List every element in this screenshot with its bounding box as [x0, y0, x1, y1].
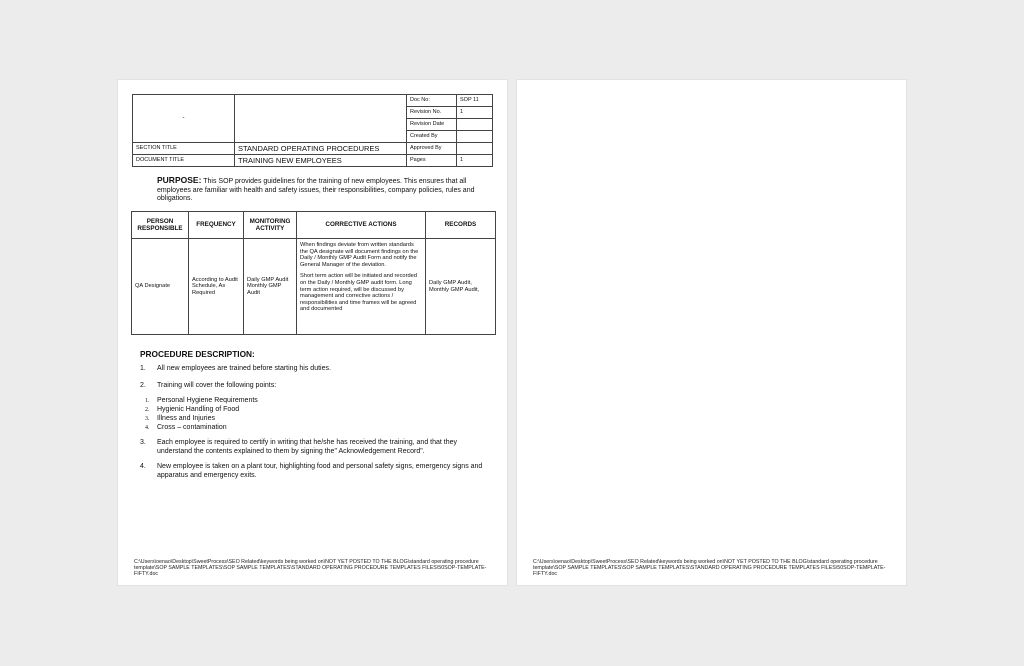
revision-no-label: Revision No. [407, 107, 457, 119]
step-text: Training will cover the following points: [157, 382, 277, 389]
step-number: 4. [140, 463, 146, 470]
point-text: Illness and Injuries [157, 415, 215, 422]
header-table [132, 94, 493, 167]
col-header-corrective-actions: CORRECTIVE ACTIONS [297, 212, 426, 239]
col-header-person-responsible: PERSON RESPONSIBLE [132, 212, 189, 239]
step-number: 3. [140, 439, 146, 446]
purpose-label: PURPOSE: [157, 175, 202, 185]
corrective-text-2: Short term action will be initiated and recorded on the Daily / Monthly GMP audit form. Long term action required, will be discussed by management and corrective actions / responsibilities and time frames will be agreed and documented [300, 273, 417, 313]
col-header-frequency: FREQUENCY [189, 212, 244, 239]
cell-person: QA Designate [132, 239, 189, 335]
monitoring-table [131, 211, 496, 335]
doc-no-value: SOP 11 [457, 95, 493, 107]
file-path-footer: C:\Users\oenao\Desktop\SweetProcess\SEO Related\keywords being worked on\NOT YET POSTED TO THE BLOG\standard operating procedure template\SOP SAMPLE TEMPLATES\SOP SAMPLE TEMPLATES\STANDARD OPERATING PROCEDURE TEMPLATES FILES\50SOP-TEMPLATE-FIFTY.doc [533, 559, 886, 578]
cell-frequency: According to Audit Schedule, As Required [189, 239, 244, 335]
doc-no-label: Doc No: [407, 95, 457, 107]
procedure-title: PROCEDURE DESCRIPTION: [140, 349, 255, 359]
col-header-records: RECORDS [426, 212, 496, 239]
point-number: 1. [145, 398, 150, 404]
step-number: 1. [140, 365, 146, 372]
col-header-monitoring-activity: MONITORING ACTIVITY [244, 212, 297, 239]
point-number: 4. [145, 425, 150, 431]
step-text: All new employees are trained before starting his duties. [157, 365, 331, 372]
revision-no-value: 1 [457, 107, 493, 119]
document-page-2 [516, 79, 907, 586]
section-title-value: STANDARD OPERATING PROCEDURES [235, 143, 407, 155]
pages-label: Pages [407, 155, 457, 167]
point-number: 3. [145, 416, 150, 422]
revision-date-value [457, 119, 493, 131]
point-text: Hygienic Handling of Food [157, 406, 240, 413]
created-by-label: Created By [407, 131, 457, 143]
approved-by-label: Approved By [407, 143, 457, 155]
point-text: Personal Hygiene Requirements [157, 397, 258, 404]
cell-corrective-actions [297, 239, 426, 335]
created-by-value [457, 131, 493, 143]
file-path-footer: C:\Users\oenao\Desktop\SweetProcess\SEO Related\keywords being worked on\NOT YET POSTED TO THE BLOG\standard operating procedure template\SOP SAMPLE TEMPLATES\SOP SAMPLE TEMPLATES\STANDARD OPERATING PROCEDURE TEMPLATES FILES\50SOP-TEMPLATE-FIFTY.doc [134, 559, 487, 578]
purpose-text: This SOP provides guidelines for the training of new employees. This ensures that all employees are familiar with health and safety issues, their responsibilities, company policies, rules and obligations. [157, 178, 475, 203]
step-text: Each employee is required to certify in writing that he/she has received the training, and that they understand the contents explained to them by signing the" Acknowledgement Record". [157, 439, 458, 455]
section-title-label: SECTION TITLE [133, 143, 235, 155]
purpose-paragraph [157, 176, 492, 204]
step-number: 2. [140, 382, 146, 389]
step-text: New employee is taken on a plant tour, highlighting food and personal safety signs, emergency signs and apparatus and emergency exits. [157, 463, 483, 479]
header-blank-cell [235, 95, 407, 143]
cell-records: Daily GMP Audit, Monthly GMP Audit, [426, 239, 496, 335]
logo-cell: - [133, 95, 235, 143]
document-title-label: DOCUMENT TITLE [133, 155, 235, 167]
approved-by-value [457, 143, 493, 155]
revision-date-label: Revision Date [407, 119, 457, 131]
table-row [132, 239, 496, 335]
point-text: Cross – contamination [157, 424, 227, 431]
document-page-1 [117, 79, 508, 586]
cell-activity: Daily GMP Audit Monthly GMP Audit [244, 239, 297, 335]
corrective-text-1: When findings deviate from written standards the QA designate will document findings on the Daily / Monthly GMP Audit Form and notify the General Manager of the deviation. [300, 242, 419, 268]
pages-value: 1 [457, 155, 493, 167]
point-number: 2. [145, 407, 150, 413]
table-header-row [132, 212, 496, 239]
document-title-value: TRAINING NEW EMPLOYEES [235, 155, 407, 167]
